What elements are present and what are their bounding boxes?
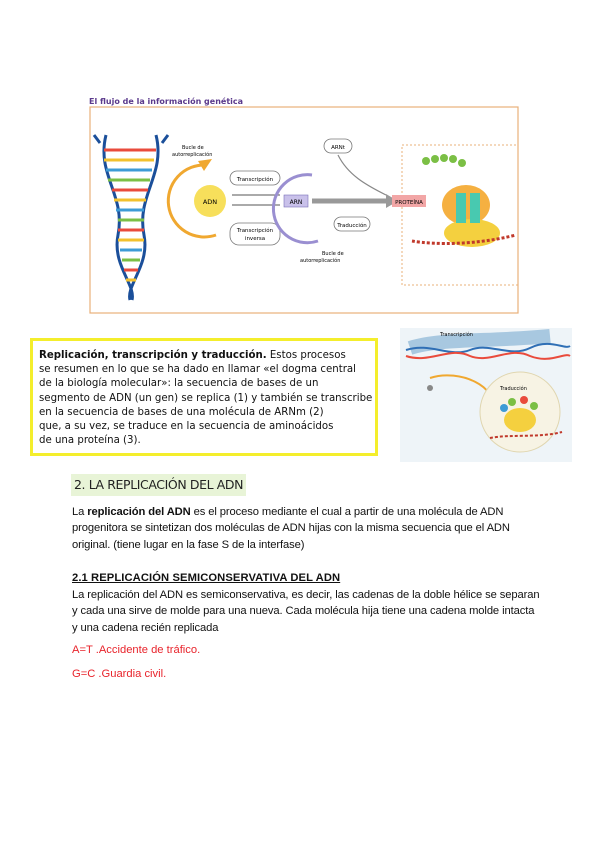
semiconservative-paragraph: La replicación del ADN es semiconservativa, es decir, las cadenas de la doble hélice se separan y cada una sirve de molde para una nueva. Cada molécula hija tiene una cadena molde intacta y una cadena recién replicada	[72, 589, 540, 634]
box-line-1: Replicación, transcripción y traducción. Estos procesos	[39, 350, 346, 361]
box-line-5: en la secuencia de bases de una molécula de ARNm (2)	[39, 406, 324, 418]
box-line-3: de la biología molecular»: la secuencia de bases de un	[39, 378, 319, 390]
adn-label: ADN	[202, 198, 218, 206]
box-line-6: que, a su vez, se traduce en la secuencia de aminoácidos	[39, 421, 334, 433]
dogma-central-box	[30, 338, 378, 456]
section-heading: 2. LA REPLICACIÓN DEL ADN	[71, 474, 246, 496]
subsection-heading: 2.1 REPLICACIÓN SEMICONSERVATIVA DEL ADN	[72, 572, 341, 584]
proteina-label: PROTEÍNA	[395, 200, 423, 206]
fig2-traduccion-label: Traducción	[500, 386, 527, 392]
transcripcion-inversa-line1: Transcripción	[236, 228, 274, 234]
mnemonic-at: A=T .Accidente de tráfico.	[72, 644, 201, 656]
replication-paragraph: La replicación del ADN es el proceso mediante el cual a partir de una molécula de ADN progenitora se sintetizan dos moléculas de ADN hijas con la misma secuencia que el ADN original. (tiene lugar en la fase S de la interfase)	[72, 506, 510, 551]
dna-double-helix	[94, 135, 168, 300]
information-flow-diagram	[86, 95, 520, 315]
bucle-top-line1: Bucle de	[182, 145, 204, 151]
box-line-4: segmento de ADN (un gen) se replica (1) y también se transcribe	[39, 392, 373, 404]
box-line-2: se resumen en lo que se ha dado en llamar «el dogma central	[39, 364, 356, 376]
transcription-translation-figure	[400, 328, 572, 462]
bucle-top-line2: autorreplicación	[172, 152, 213, 158]
figure-title: El flujo de la información genética	[89, 97, 244, 106]
mnemonic-gc: G=C .Guardia civil.	[72, 668, 167, 680]
transcripcion-inversa-line2: inversa	[244, 236, 266, 242]
fig2-transcripcion-label: Transcripción	[440, 332, 473, 338]
bucle-bottom-line1: Bucle de	[322, 251, 344, 257]
arnt-label: ARNt	[331, 145, 345, 151]
bucle-bottom-line2: autorreplicación	[300, 258, 341, 264]
arn-label: ARN	[289, 199, 303, 206]
transcripcion-label: Transcripción	[236, 177, 274, 183]
cell-process-illustration	[400, 328, 572, 462]
ribosome-illustration	[412, 154, 516, 247]
box-line-7: de una proteína (3).	[39, 435, 141, 447]
traduccion-label: Traducción	[337, 223, 367, 229]
genetic-information-flow-figure	[86, 95, 520, 315]
